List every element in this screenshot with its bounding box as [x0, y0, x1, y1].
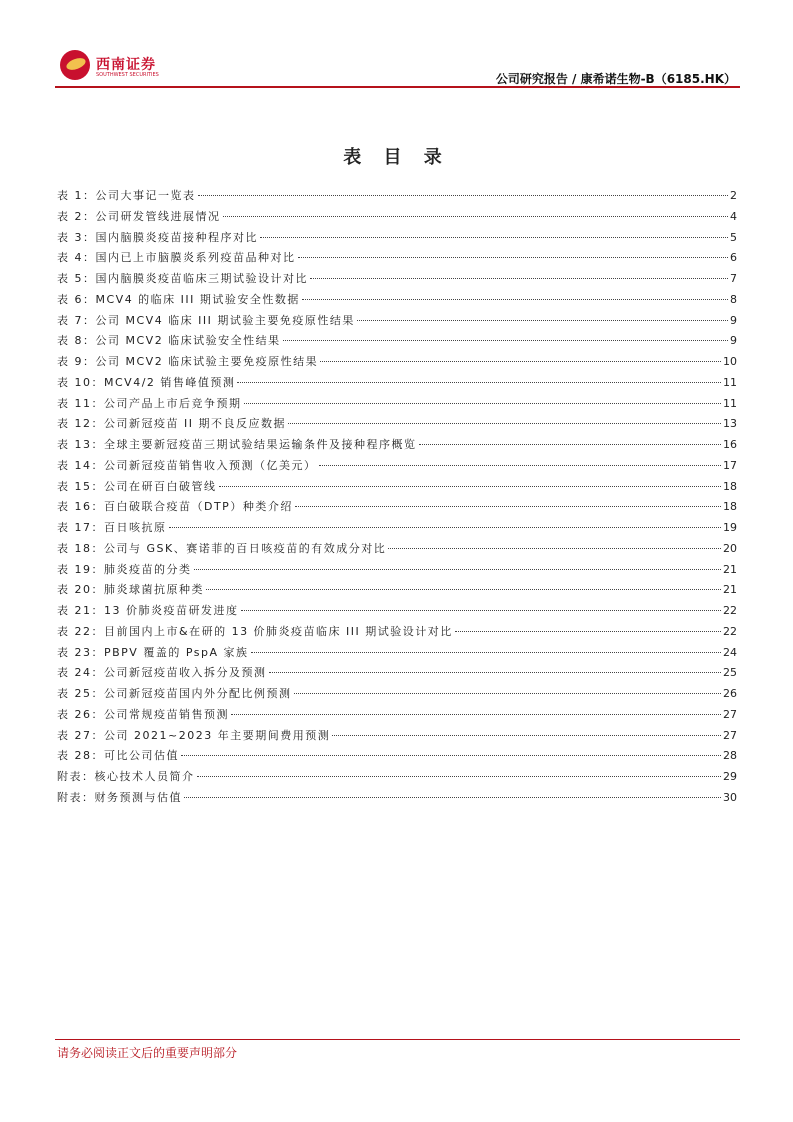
toc-entry[interactable]: [57, 788, 737, 809]
table-of-contents: [57, 186, 737, 809]
toc-entry-label: 表 12：公司新冠疫苗 II 期不良反应数据: [57, 417, 286, 431]
toc-entry[interactable]: [57, 373, 737, 394]
leader-dots: [319, 465, 722, 466]
toc-entry-label: 表 11：公司产品上市后竞争预期: [57, 396, 242, 410]
leader-dots: [231, 714, 721, 715]
footer-disclaimer: 请务必阅读正文后的重要声明部分: [57, 1046, 238, 1060]
toc-entry-label: 表 6：MCV4 的临床 III 期试验安全性数据: [57, 292, 300, 306]
toc-entry[interactable]: [57, 539, 737, 560]
toc-entry[interactable]: [57, 518, 737, 539]
toc-entry[interactable]: [57, 311, 737, 332]
toc-entry-page: 9: [730, 334, 737, 348]
toc-entry[interactable]: [57, 726, 737, 747]
leader-dots: [288, 423, 721, 424]
leader-dots: [294, 693, 722, 694]
leader-dots: [197, 776, 722, 777]
toc-entry[interactable]: [57, 394, 737, 415]
leader-dots: [251, 652, 722, 653]
toc-entry-page: 7: [730, 272, 737, 285]
toc-entry-label: 表 4：国内已上市脑膜炎系列疫苗品种对比: [57, 251, 296, 265]
toc-entry-page: 17: [723, 458, 737, 472]
toc-entry-page: 27: [723, 728, 737, 742]
toc-entry-page: 21: [723, 583, 737, 597]
toc-entry-page: 27: [723, 707, 737, 721]
company-logo-icon: [60, 50, 90, 80]
header-divider: [55, 86, 740, 88]
toc-entry-page: 18: [723, 479, 737, 493]
toc-entry-page: 20: [723, 541, 737, 555]
toc-entry-label: 附表：核心技术人员简介: [57, 770, 195, 783]
toc-entry-label: 表 20：肺炎球菌抗原种类: [57, 583, 204, 597]
toc-entry[interactable]: [57, 228, 737, 249]
toc-entry-label: 表 26：公司常规疫苗销售预测: [57, 707, 229, 721]
leader-dots: [310, 278, 728, 279]
toc-entry-label: 表 24：公司新冠疫苗收入拆分及预测: [57, 666, 267, 680]
toc-entry[interactable]: [57, 705, 737, 726]
toc-entry-page: 19: [723, 521, 737, 534]
toc-entry-label: 附表：财务预测与估值: [57, 790, 182, 804]
toc-entry-page: 16: [723, 438, 737, 451]
leader-dots: [295, 506, 721, 507]
toc-entry-page: 26: [723, 687, 737, 700]
toc-entry-label: 表 27：公司 2021~2023 年主要期间费用预测: [57, 728, 331, 742]
leader-dots: [332, 735, 721, 736]
toc-entry[interactable]: [57, 186, 737, 207]
toc-entry[interactable]: [57, 456, 737, 477]
toc-entry[interactable]: [57, 352, 737, 373]
toc-entry-label: 表 5：国内脑膜炎疫苗临床三期试验设计对比: [57, 272, 308, 285]
toc-entry-page: 11: [723, 396, 737, 410]
toc-entry-label: 表 10：MCV4/2 销售峰值预测: [57, 375, 236, 389]
toc-entry[interactable]: [57, 435, 737, 456]
leader-dots: [223, 216, 729, 217]
toc-entry-page: 18: [723, 500, 737, 514]
brand-name: 西南证券: [96, 57, 156, 73]
toc-entry-page: 5: [730, 230, 737, 244]
toc-entry[interactable]: [57, 622, 737, 643]
toc-entry-label: 表 16：百白破联合疫苗（DTP）种类介绍: [57, 500, 293, 514]
toc-entry[interactable]: [57, 414, 737, 435]
toc-entry-label: 表 14：公司新冠疫苗销售收入预测（亿美元）: [57, 458, 317, 472]
toc-entry-label: 表 23：PBPV 覆盖的 PspA 家族: [57, 645, 249, 659]
toc-entry-label: 表 17：百日咳抗原: [57, 521, 167, 534]
toc-entry-page: 24: [723, 645, 737, 659]
toc-entry[interactable]: [57, 331, 737, 352]
leader-dots: [419, 444, 722, 445]
toc-entry[interactable]: [57, 477, 737, 498]
toc-entry-page: 6: [730, 251, 737, 265]
toc-entry-label: 表 18：公司与 GSK、赛诺菲的百日咳疫苗的有效成分对比: [57, 541, 387, 555]
leader-dots: [198, 195, 729, 196]
toc-entry[interactable]: [57, 767, 737, 788]
page-title: 表 目 录: [343, 147, 450, 168]
leader-dots: [244, 403, 722, 404]
footer-divider: [55, 1039, 740, 1040]
leader-dots: [184, 797, 721, 798]
leader-dots: [320, 361, 721, 362]
toc-entry-label: 表 19：肺炎疫苗的分类: [57, 562, 192, 576]
toc-entry-page: 25: [723, 666, 737, 680]
toc-entry[interactable]: [57, 290, 737, 311]
leader-dots: [269, 672, 722, 673]
toc-entry-label: 表 13：全球主要新冠疫苗三期试验结果运输条件及接种程序概览: [57, 438, 417, 451]
toc-entry-label: 表 15：公司在研百白破管线: [57, 479, 217, 493]
leader-dots: [260, 237, 728, 238]
leader-dots: [194, 569, 722, 570]
toc-entry[interactable]: [57, 248, 737, 269]
toc-entry-page: 10: [723, 355, 737, 368]
leader-dots: [283, 340, 728, 341]
toc-entry[interactable]: [57, 663, 737, 684]
toc-entry-page: 30: [723, 790, 737, 804]
toc-entry-label: 表 25：公司新冠疫苗国内外分配比例预测: [57, 687, 292, 700]
toc-entry-label: 表 22：目前国内上市&在研的 13 价肺炎疫苗临床 III 期试验设计对比: [57, 624, 453, 638]
leader-dots: [237, 382, 721, 383]
toc-entry-label: 表 8：公司 MCV2 临床试验安全性结果: [57, 334, 281, 348]
toc-entry-label: 表 7：公司 MCV4 临床 III 期试验主要免疫原性结果: [57, 313, 355, 327]
toc-entry[interactable]: [57, 269, 737, 290]
toc-entry-page: 28: [723, 749, 737, 763]
toc-entry-label: 表 21：13 价肺炎疫苗研发进度: [57, 604, 239, 617]
toc-entry-label: 表 2：公司研发管线进展情况: [57, 209, 221, 223]
toc-entry[interactable]: [57, 497, 737, 518]
leader-dots: [219, 486, 722, 487]
toc-entry[interactable]: [57, 684, 737, 705]
brand-name-en: SOUTHWEST SECURITIES: [96, 72, 159, 78]
leader-dots: [298, 257, 729, 258]
toc-entry-page: 21: [723, 562, 737, 576]
toc-entry[interactable]: [57, 601, 737, 622]
toc-entry-label: 表 9：公司 MCV2 临床试验主要免疫原性结果: [57, 355, 319, 368]
toc-entry[interactable]: [57, 560, 737, 581]
leader-dots: [455, 631, 721, 632]
toc-entry-page: 8: [730, 292, 737, 306]
leader-dots: [302, 299, 728, 300]
toc-entry-label: 表 3：国内脑膜炎疫苗接种程序对比: [57, 230, 258, 244]
toc-entry-page: 13: [723, 417, 737, 431]
toc-entry-page: 9: [730, 313, 737, 327]
toc-entry[interactable]: [57, 207, 737, 228]
report-header: 公司研究报告 / 康希诺生物-B（6185.HK）: [495, 72, 736, 86]
toc-entry-page: 11: [723, 375, 737, 389]
toc-entry-page: 2: [730, 189, 737, 202]
toc-entry-label: 表 28：可比公司估值: [57, 749, 179, 763]
leader-dots: [357, 320, 728, 321]
leader-dots: [169, 527, 722, 528]
toc-entry-page: 22: [723, 624, 737, 638]
leader-dots: [206, 589, 721, 590]
leader-dots: [388, 548, 721, 549]
toc-entry-page: 22: [723, 604, 737, 617]
toc-entry-page: 29: [723, 770, 737, 783]
toc-entry[interactable]: [57, 580, 737, 601]
toc-entry[interactable]: [57, 643, 737, 664]
toc-entry-page: 4: [730, 209, 737, 223]
toc-entry-label: 表 1：公司大事记一览表: [57, 189, 196, 202]
leader-dots: [241, 610, 722, 611]
toc-entry[interactable]: [57, 746, 737, 767]
leader-dots: [181, 755, 721, 756]
